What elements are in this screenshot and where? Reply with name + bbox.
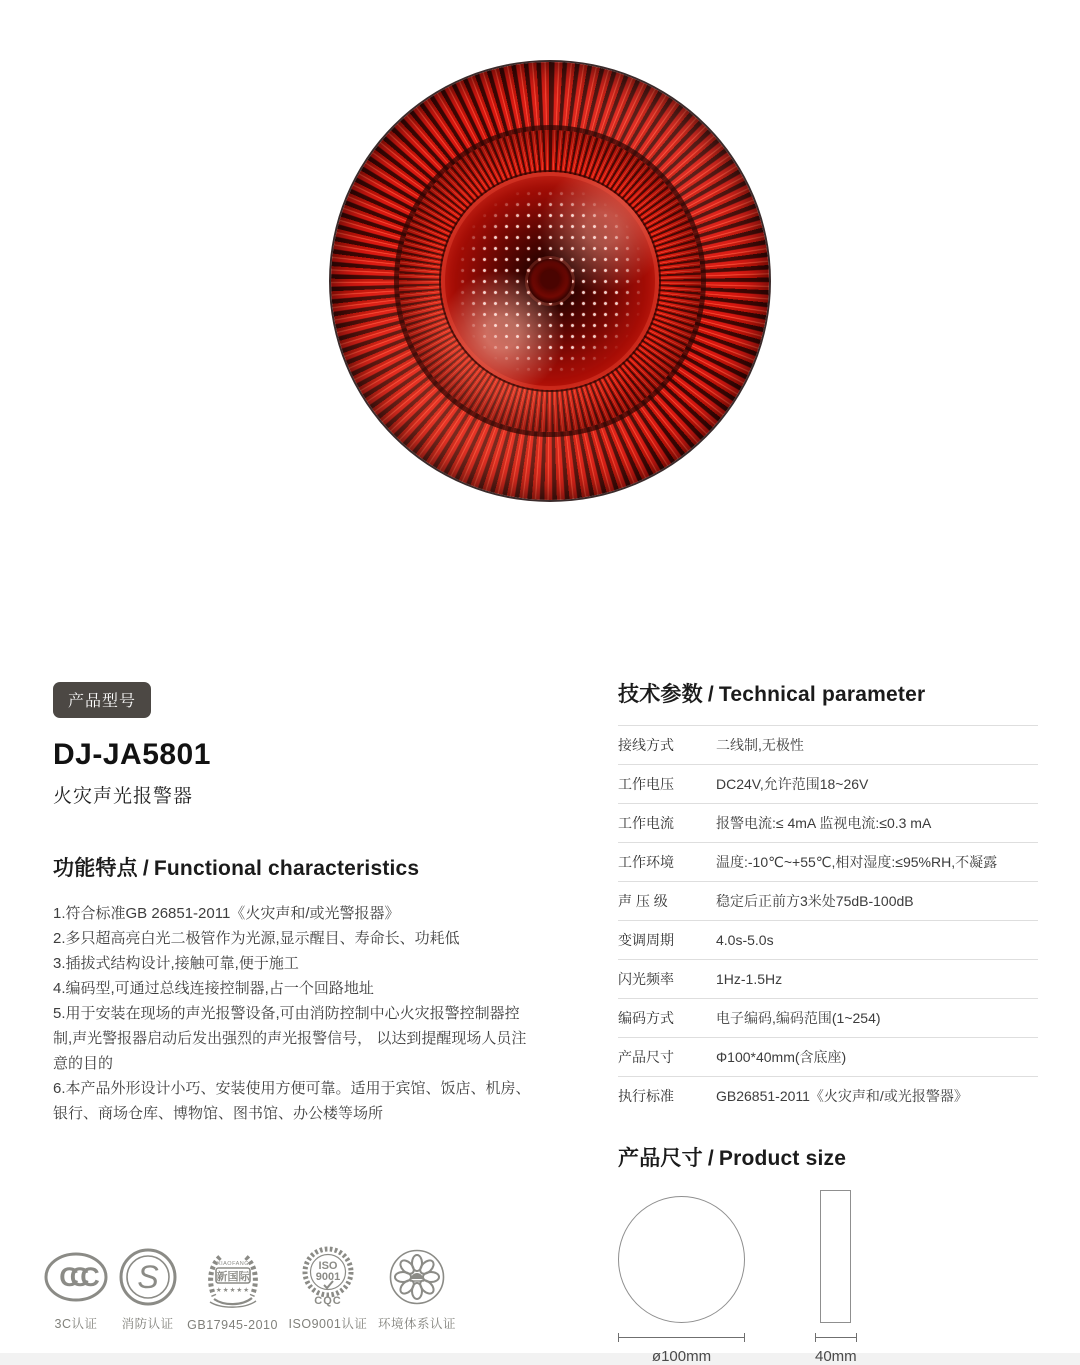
tech-table-row [618,725,1038,764]
tech-param-value: 报警电流:≤ 4mA 监视电流:≤0.3 mA [716,815,932,831]
tech-param-label: 工作环境 [618,854,674,870]
cert-3c [44,1247,108,1332]
features-list [53,901,531,1126]
tech-section-title [618,678,1038,708]
size-title-zh: 产品尺寸 [618,1147,703,1170]
svg-text:S: S [136,1259,159,1295]
diameter-label: ø100mm [651,1348,712,1365]
svg-text:ISO: ISO [318,1260,338,1272]
side-view-rect [820,1190,851,1323]
svg-text:XIAOFANG: XIAOFANG [216,1261,249,1267]
tech-table-row [618,842,1038,881]
features-section-title [53,852,531,882]
tech-title-zh: 技术参数 [618,683,703,706]
tech-param-value: 二线制,无极性 [716,737,804,753]
left-column [53,682,531,1126]
feature-item: 6.本产品外形设计小巧、安装使用方便可靠。适用于宾馆、饭店、机房、银行、商场仓库、博物馆、图书馆、办公楼等场所 [53,1080,531,1122]
feature-item: 5.用于安装在现场的声光报警设备,可由消防控制中心火灾报警控制器控制,声光警报器启动后发出强烈的声光报警信号， 以达到提醒现场人员注意的目的 [53,1005,527,1072]
laurel-wreath-icon [203,1251,263,1311]
tech-table-row [618,1076,1038,1115]
tech-param-label: 工作电流 [618,815,674,831]
product-size-diagrams [618,1190,1038,1365]
tech-param-value: 电子编码,编码范围(1~254) [716,1010,881,1026]
environment-cert-icon [388,1247,446,1307]
cert-iso9001 [289,1247,368,1332]
tech-table-row [618,1037,1038,1076]
features-title-zh: 功能特点 [53,857,138,880]
svg-text:CCC: CCC [59,1262,91,1292]
model-number: DJ-JA5801 [53,738,211,771]
depth-label: 40mm [815,1348,857,1365]
alarm-center-hub [528,259,572,303]
tech-param-label: 变调周期 [618,932,674,948]
product-name: 火灾声光报警器 [53,786,194,807]
cert-label: 消防认证 [121,1317,174,1331]
certification-row [44,1247,456,1332]
tech-param-value: 4.0s-5.0s [716,932,774,948]
feature-item: 2.多只超高亮白光二极管作为光源,显示醒目、寿命长、功耗低 [53,930,460,947]
iso9001-icon [299,1247,357,1307]
cert-label: 3C认证 [54,1317,98,1331]
tech-param-label: 执行标准 [618,1088,674,1104]
tech-table-row [618,959,1038,998]
tech-table-row [618,881,1038,920]
fire-cert-icon [119,1247,177,1307]
cert-label: GB17945-2010 [187,1318,278,1332]
product-photo-fire-alarm [331,62,769,500]
svg-text:9001: 9001 [315,1271,341,1283]
tech-table-row [618,920,1038,959]
ccc-icon [44,1247,108,1307]
size-title-en: Product size [718,1147,847,1170]
tech-param-value: Φ100*40mm(含底座) [716,1049,847,1065]
cert-environment [378,1247,456,1332]
title-separator: / [707,1147,714,1170]
front-view-diagram [618,1196,745,1365]
size-section-title [618,1142,1038,1172]
features-title-en: Functional characteristics [153,857,420,880]
front-view-circle [618,1196,745,1323]
svg-text:新国际: 新国际 [216,1271,250,1283]
depth-dimension-line [815,1333,857,1342]
svg-text:CQC: CQC [314,1295,342,1307]
cert-fire [119,1247,177,1332]
right-column [618,678,1038,1365]
tech-param-label: 工作电压 [618,776,674,792]
model-badge: 产品型号 [53,682,151,718]
tech-param-label: 产品尺寸 [618,1049,674,1065]
tech-parameter-table [618,725,1038,1115]
side-view-diagram [815,1190,857,1365]
cert-label: ISO9001认证 [288,1317,368,1331]
tech-param-value: DC24V,允许范围18~26V [716,776,869,792]
cert-label: 环境体系认证 [377,1317,456,1331]
tech-param-label: 闪光频率 [618,971,674,987]
tech-param-value: GB26851-2011《火灾声和/或光报警器》 [716,1088,968,1104]
tech-table-row [618,764,1038,803]
tech-param-label: 接线方式 [618,737,674,753]
svg-text:★★★★★: ★★★★★ [215,1287,250,1294]
tech-param-value: 1Hz-1.5Hz [716,971,783,987]
tech-param-value: 温度:-10℃~+55℃,相对湿度:≤95%RH,不凝露 [716,854,998,870]
tech-table-row [618,803,1038,842]
alarm-dotted-dome [441,172,659,390]
tech-param-label: 编码方式 [618,1010,674,1026]
feature-item: 1.符合标准GB 26851-2011《火灾声和/或光警报器》 [53,905,400,922]
tech-table-row [618,998,1038,1037]
tech-title-en: Technical parameter [718,683,926,706]
feature-item: 4.编码型,可通过总线连接控制器,占一个回路地址 [53,980,374,997]
title-separator: / [707,683,714,706]
feature-item: 3.插拔式结构设计,接触可靠,便于施工 [53,955,299,972]
cert-gb17945 [187,1251,278,1332]
title-separator: / [142,857,149,880]
diameter-dimension-line [618,1333,745,1342]
tech-param-value: 稳定后正前方3米处75dB-100dB [716,893,914,909]
tech-param-label: 声 压 级 [618,893,668,909]
